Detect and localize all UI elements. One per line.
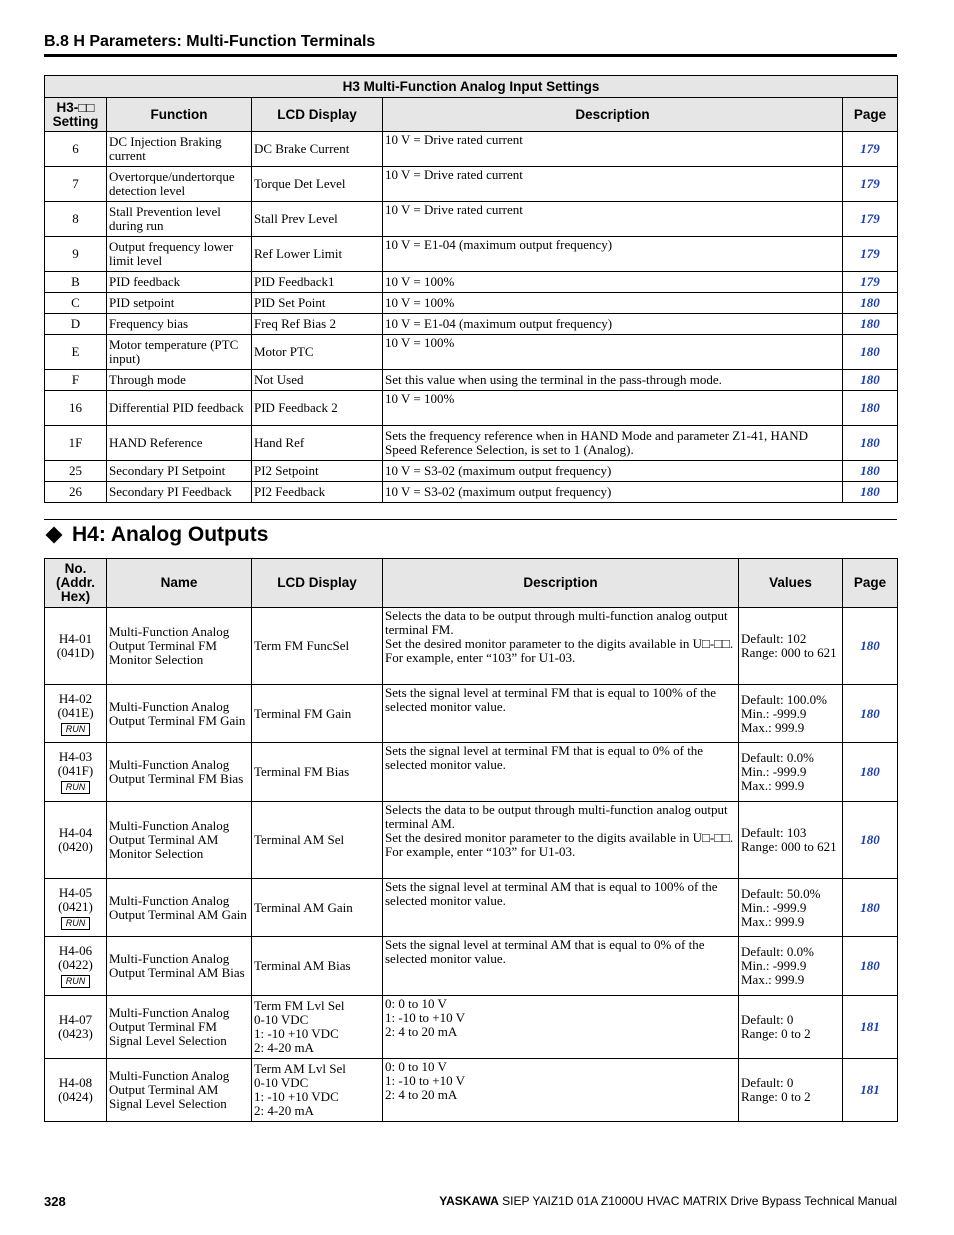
param-number: H4-01 [58, 631, 93, 646]
lcd-cell: PI2 Setpoint [252, 461, 383, 482]
table-row [45, 167, 898, 202]
lcd-line: Terminal FM Bias [254, 764, 350, 779]
param-number: H4-06 [58, 943, 93, 958]
lcd-cell [252, 879, 383, 937]
description-cell [383, 802, 739, 879]
param-address: (0421) [58, 898, 93, 914]
name-cell: Multi-Function Analog Output Terminal AM Signal Level Selection [107, 1059, 252, 1122]
values-line: Min.: -999.9 [741, 764, 807, 779]
page-link[interactable]: 180 [843, 937, 898, 996]
description-line: 0: 0 to 10 V [385, 996, 447, 1011]
values-line: Max.: 999.9 [741, 778, 805, 793]
lcd-line: 2: 4-20 mA [254, 1040, 314, 1055]
lcd-cell: PID Set Point [252, 293, 383, 314]
param-address: (0423) [58, 1026, 93, 1041]
setting-cell: 26 [45, 482, 107, 503]
name-cell: Multi-Function Analog Output Terminal AM Monitor Selection [107, 802, 252, 879]
description-line: For example, enter “103” for U1-03. [385, 650, 576, 665]
param-number-cell [45, 996, 107, 1059]
lcd-cell [252, 802, 383, 879]
lcd-line: Terminal AM Bias [254, 958, 351, 973]
param-address: (041E) [57, 704, 94, 720]
lcd-line: 0-10 VDC [254, 1075, 309, 1090]
h3-table-title: H3 Multi-Function Analog Input Settings [45, 76, 898, 98]
description-line: 1: -10 to +10 V [385, 1010, 466, 1025]
lcd-line: Terminal FM Gain [254, 705, 352, 721]
run-badge: RUN [61, 917, 91, 930]
values-line: Max.: 999.9 [741, 913, 805, 929]
description-line: 2: 4 to 20 mA [385, 1087, 458, 1102]
description-cell [383, 743, 739, 802]
table-row [45, 370, 898, 391]
name-cell: Multi-Function Analog Output Terminal FM Gain [107, 685, 252, 743]
page-link[interactable]: 180 [843, 293, 898, 314]
description-line: For example, enter “103” for U1-03. [385, 844, 576, 859]
description-cell: 10 V = 100% [383, 272, 843, 293]
lcd-line: 0-10 VDC [254, 1012, 309, 1027]
values-cell [739, 743, 843, 802]
setting-cell: 8 [45, 202, 107, 237]
description-line: Set the desired monitor parameter to the digits available in U□-□□. [385, 830, 734, 845]
page-link[interactable]: 179 [843, 202, 898, 237]
h3-col-description: Description [383, 98, 843, 132]
table-row [45, 237, 898, 272]
h4-col-description: Description [383, 559, 739, 608]
name-cell: Multi-Function Analog Output Terminal AM Gain [107, 879, 252, 937]
setting-cell: D [45, 314, 107, 335]
h4-section-title-text: H4: Analog Outputs [72, 523, 269, 546]
lcd-cell: PID Feedback 2 [252, 391, 383, 426]
table-row [45, 293, 898, 314]
description-cell: 10 V = Drive rated current [383, 132, 843, 167]
values-line: Range: 000 to 621 [741, 839, 837, 854]
setting-cell: 16 [45, 391, 107, 426]
lcd-cell: PI2 Feedback [252, 482, 383, 503]
description-line: Sets the signal level at terminal FM that is equal to 0% of the selected monitor value. [385, 743, 704, 772]
setting-cell: 9 [45, 237, 107, 272]
function-cell: Through mode [107, 370, 252, 391]
page-link[interactable]: 180 [843, 802, 898, 879]
function-cell: PID feedback [107, 272, 252, 293]
h4-col-values: Values [739, 559, 843, 608]
page-link[interactable]: 179 [843, 167, 898, 202]
lcd-line: Terminal AM Sel [254, 832, 345, 847]
param-number-cell [45, 743, 107, 802]
page-link[interactable]: 179 [843, 272, 898, 293]
param-number: H4-05 [58, 884, 93, 900]
page-link[interactable]: 180 [843, 314, 898, 335]
lcd-cell: DC Brake Current [252, 132, 383, 167]
run-badge: RUN [61, 781, 91, 794]
description-cell: 10 V = Drive rated current [383, 202, 843, 237]
table-row [45, 1059, 898, 1122]
table-row [45, 802, 898, 879]
param-number-cell [45, 608, 107, 685]
param-address: (0424) [58, 1089, 93, 1104]
lcd-cell [252, 685, 383, 743]
table-row [45, 608, 898, 685]
lcd-cell [252, 1059, 383, 1122]
values-line: Range: 0 to 2 [741, 1089, 811, 1104]
lcd-line: 1: -10 +10 VDC [254, 1089, 339, 1104]
description-cell: Set this value when using the terminal in the pass-through mode. [383, 370, 843, 391]
description-cell: 10 V = S3-02 (maximum output frequency) [383, 461, 843, 482]
description-cell [383, 1059, 739, 1122]
table-row [45, 461, 898, 482]
setting-cell: E [45, 335, 107, 370]
param-address: (0422) [58, 957, 93, 972]
values-cell [739, 685, 843, 743]
description-cell: 10 V = 100% [383, 293, 843, 314]
param-number: H4-04 [58, 825, 93, 840]
values-line: Default: 50.0% [741, 885, 821, 901]
page-link[interactable]: 180 [843, 608, 898, 685]
lcd-cell [252, 608, 383, 685]
function-cell: HAND Reference [107, 426, 252, 461]
description-line: 2: 4 to 20 mA [385, 1024, 458, 1039]
description-line: Sets the signal level at terminal AM that is equal to 100% of the selected monitor value. [385, 879, 718, 908]
param-number: H4-07 [58, 1012, 93, 1027]
page-link[interactable]: 180 [843, 335, 898, 370]
values-line: Default: 0 [741, 1012, 794, 1027]
param-number: H4-03 [58, 749, 93, 764]
name-cell: Multi-Function Analog Output Terminal FM Signal Level Selection [107, 996, 252, 1059]
table-row [45, 391, 898, 426]
footer-manual-name: SIEP YAIZ1D 01A Z1000U HVAC MATRIX Drive Bypass Technical Manual [502, 1194, 897, 1208]
values-line: Min.: -999.9 [741, 899, 807, 915]
values-line: Default: 103 [741, 825, 807, 840]
param-address: (0420) [58, 839, 93, 854]
header-rule [44, 54, 897, 57]
values-line: Min.: -999.9 [741, 958, 807, 973]
description-cell: Sets the frequency reference when in HAND Mode and parameter Z1-41, HAND Speed Reference Selection, is set to 1 (Analog). [383, 426, 843, 461]
function-cell: Overtorque/undertorque detection level [107, 167, 252, 202]
table-row [45, 685, 898, 743]
values-line: Default: 100.0% [741, 691, 827, 707]
table-row [45, 937, 898, 996]
lcd-line: Term FM Lvl Sel [254, 998, 345, 1013]
footer-brand: YASKAWA [439, 1194, 499, 1208]
values-cell [739, 996, 843, 1059]
lcd-cell: Motor PTC [252, 335, 383, 370]
lcd-line: Term FM FuncSel [254, 638, 350, 653]
h4-col-no: No. (Addr. Hex) [45, 559, 107, 608]
values-cell [739, 802, 843, 879]
values-cell [739, 937, 843, 996]
values-line: Max.: 999.9 [741, 719, 805, 735]
setting-cell: 6 [45, 132, 107, 167]
description-line: 0: 0 to 10 V [385, 1059, 447, 1074]
page-link[interactable]: 179 [843, 132, 898, 167]
h4-col-lcd: LCD Display [252, 559, 383, 608]
h3-col-lcd: LCD Display [252, 98, 383, 132]
lcd-cell: Ref Lower Limit [252, 237, 383, 272]
values-line: Range: 0 to 2 [741, 1026, 811, 1041]
description-cell [383, 996, 739, 1059]
page-link[interactable]: 180 [843, 685, 898, 743]
lcd-line: 1: -10 +10 VDC [254, 1026, 339, 1041]
description-line: Selects the data to be output through multi-function analog output terminal AM. [385, 802, 728, 831]
table-row [45, 996, 898, 1059]
table-row [45, 202, 898, 237]
function-cell: Output frequency lower limit level [107, 237, 252, 272]
description-line: Set the desired monitor parameter to the digits available in U□-□□. [385, 636, 734, 651]
description-cell [383, 937, 739, 996]
page-number: 328 [44, 1194, 66, 1209]
h3-col-page: Page [843, 98, 898, 132]
param-address: (041F) [57, 763, 94, 778]
param-number: H4-02 [58, 690, 93, 706]
lcd-line: 2: 4-20 mA [254, 1103, 314, 1118]
values-line: Default: 0.0% [741, 944, 814, 959]
values-line: Default: 102 [741, 631, 807, 646]
table-row [45, 743, 898, 802]
page-link[interactable]: 180 [843, 370, 898, 391]
function-cell: Stall Prevention level during run [107, 202, 252, 237]
page-link[interactable]: 181 [843, 996, 898, 1059]
description-line: Selects the data to be output through multi-function analog output terminal FM. [385, 608, 728, 637]
table-row [45, 314, 898, 335]
description-cell: 10 V = E1-04 (maximum output frequency) [383, 237, 843, 272]
param-number-cell [45, 1059, 107, 1122]
function-cell: Motor temperature (PTC input) [107, 335, 252, 370]
page-link[interactable]: 180 [843, 461, 898, 482]
lcd-cell: Hand Ref [252, 426, 383, 461]
lcd-cell: Not Used [252, 370, 383, 391]
table-row [45, 426, 898, 461]
setting-cell: F [45, 370, 107, 391]
diamond-bullet-icon [46, 527, 63, 544]
description-line: 1: -10 to +10 V [385, 1073, 466, 1088]
function-cell: Differential PID feedback [107, 391, 252, 426]
values-line: Min.: -999.9 [741, 705, 807, 721]
description-cell [383, 608, 739, 685]
description-cell [383, 879, 739, 937]
function-cell: Frequency bias [107, 314, 252, 335]
function-cell: DC Injection Braking current [107, 132, 252, 167]
table-row [45, 879, 898, 937]
page-link[interactable]: 181 [843, 1059, 898, 1122]
h4-col-page: Page [843, 559, 898, 608]
table-row [45, 482, 898, 503]
values-line: Default: 0.0% [741, 750, 814, 765]
description-cell: 10 V = 100% [383, 335, 843, 370]
name-cell: Multi-Function Analog Output Terminal AM Bias [107, 937, 252, 996]
name-cell: Multi-Function Analog Output Terminal FM Monitor Selection [107, 608, 252, 685]
description-cell: 10 V = E1-04 (maximum output frequency) [383, 314, 843, 335]
values-line: Range: 000 to 621 [741, 645, 837, 660]
description-cell: 10 V = 100% [383, 391, 843, 426]
lcd-line: Term AM Lvl Sel [254, 1061, 346, 1076]
description-cell [383, 685, 739, 743]
description-line: Sets the signal level at terminal AM that is equal to 0% of the selected monitor value. [385, 937, 705, 966]
values-cell [739, 608, 843, 685]
description-cell: 10 V = Drive rated current [383, 167, 843, 202]
lcd-cell [252, 996, 383, 1059]
page-link[interactable]: 180 [843, 391, 898, 426]
h4-analog-outputs-table [44, 558, 898, 1122]
lcd-cell: PID Feedback1 [252, 272, 383, 293]
h3-settings-table [44, 75, 898, 503]
description-line: Sets the signal level at terminal FM that is equal to 100% of the selected monitor value. [385, 685, 717, 714]
page-link[interactable]: 180 [843, 482, 898, 503]
h3-col-setting: H3-□□ Setting [45, 98, 107, 132]
page-link[interactable]: 179 [843, 237, 898, 272]
page-link[interactable]: 180 [843, 879, 898, 937]
description-cell: 10 V = S3-02 (maximum output frequency) [383, 482, 843, 503]
param-number-cell [45, 937, 107, 996]
lcd-cell: Stall Prev Level [252, 202, 383, 237]
lcd-line: Terminal AM Gain [254, 899, 353, 915]
run-badge: RUN [61, 975, 91, 988]
h3-col-function: Function [107, 98, 252, 132]
h4-col-name: Name [107, 559, 252, 608]
setting-cell: 25 [45, 461, 107, 482]
section-divider [44, 519, 897, 520]
table-row [45, 272, 898, 293]
function-cell: Secondary PI Setpoint [107, 461, 252, 482]
page-link[interactable]: 180 [843, 743, 898, 802]
setting-cell: 7 [45, 167, 107, 202]
param-number-cell [45, 802, 107, 879]
lcd-cell: Torque Det Level [252, 167, 383, 202]
setting-cell: C [45, 293, 107, 314]
values-line: Default: 0 [741, 1075, 794, 1090]
function-cell: PID setpoint [107, 293, 252, 314]
footer-manual-title [439, 1194, 897, 1208]
h4-section-title [44, 523, 268, 547]
name-cell: Multi-Function Analog Output Terminal FM Bias [107, 743, 252, 802]
lcd-cell [252, 937, 383, 996]
table-row [45, 335, 898, 370]
values-cell [739, 879, 843, 937]
lcd-cell [252, 743, 383, 802]
param-number-cell [45, 879, 107, 937]
param-address: (041D) [56, 645, 95, 660]
values-cell [739, 1059, 843, 1122]
section-header: B.8 H Parameters: Multi-Function Terminals [44, 33, 376, 50]
table-row [45, 132, 898, 167]
values-line: Max.: 999.9 [741, 972, 805, 987]
run-badge: RUN [61, 723, 91, 736]
param-number: H4-08 [58, 1075, 93, 1090]
lcd-cell: Freq Ref Bias 2 [252, 314, 383, 335]
page-link[interactable]: 180 [843, 426, 898, 461]
setting-cell: B [45, 272, 107, 293]
setting-cell: 1F [45, 426, 107, 461]
function-cell: Secondary PI Feedback [107, 482, 252, 503]
param-number-cell [45, 685, 107, 743]
